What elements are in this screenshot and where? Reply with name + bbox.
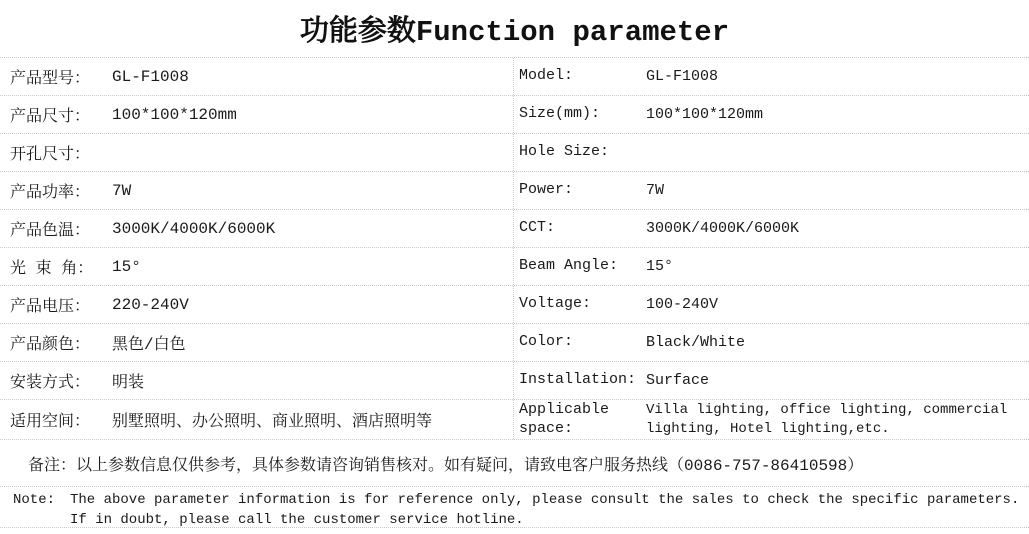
table-row-power [0,171,1029,209]
zh-value: 明装 [112,374,145,392]
en-value: Villa lighting, office lighting, commercial lighting, Hotel lighting,etc. [646,401,1016,437]
zh-label: 开孔尺寸： [10,146,91,164]
zh-label: 产品型号： [10,70,91,88]
zh-label: 产品颜色： [10,336,91,354]
remark-zh-text: 以上参数信息仅供参考，具体参数请咨询销售核对。如有疑问，请致电客户服务热线（0086-757-86410598） [76,456,864,475]
en-label: CCT: [513,210,645,247]
table-row-size [0,95,1029,133]
zh-value: 黑色/白色 [112,336,186,354]
table-row-beam-angle [0,247,1029,285]
zh-value: 100*100*120mm [112,105,237,124]
en-value: 100-240V [646,296,719,313]
zh-label: 产品尺寸： [10,108,91,126]
table-row-applicable-space [0,399,1029,439]
en-value: 15° [646,258,674,275]
en-value: 100*100*120mm [646,106,764,123]
zh-label: 产品电压： [10,298,91,316]
en-value [645,134,1029,171]
zh-label: 适用空间： [10,413,91,431]
zh-label: 光 束 角： [10,260,94,278]
table-row-model [0,57,1029,95]
en-label: Applicable space: [513,400,645,439]
remark-row-en [0,486,1029,528]
remark-zh-label: 备注： [28,456,77,475]
en-value: Surface [646,372,710,389]
en-label: Hole Size: [513,134,645,171]
en-value: 3000K/4000K/6000K [646,220,800,237]
zh-value [102,134,513,171]
page-title: 功能参数Function parameter [299,16,730,49]
remark-en-label: Note: [13,492,56,508]
spec-table [0,57,1029,439]
en-value: GL-F1008 [646,68,719,85]
en-label: Size(mm): [513,96,645,133]
en-label: Voltage: [513,286,645,323]
en-label: Model: [513,58,645,95]
zh-value: 3000K/4000K/6000K [112,219,276,238]
table-row-voltage [0,285,1029,323]
zh-label: 安装方式： [10,374,91,392]
zh-label: 产品功率： [10,184,91,202]
table-row-cct [0,209,1029,247]
zh-value: 别墅照明、办公照明、商业照明、酒店照明等 [112,413,433,431]
remark-en-text: The above parameter information is for reference only, please consult the sales to check the specific parameters. If in doubt, please call the customer service hotline. [70,492,1020,528]
zh-value: 220-240V [112,295,189,314]
en-label: Power: [513,172,645,209]
zh-value: 7W [112,181,132,200]
en-label: Beam Angle: [513,248,645,285]
zh-label: 产品色温： [10,222,91,240]
en-label: Color: [513,324,645,361]
en-value: 7W [646,182,665,199]
en-value: Black/White [646,334,746,351]
en-label: Installation: [513,362,645,399]
table-row-color [0,323,1029,361]
table-row-hole-size [0,133,1029,171]
zh-value: GL-F1008 [112,67,189,86]
table-row-installation [0,361,1029,399]
remark-row-zh [0,439,1029,486]
zh-value: 15° [112,257,141,276]
